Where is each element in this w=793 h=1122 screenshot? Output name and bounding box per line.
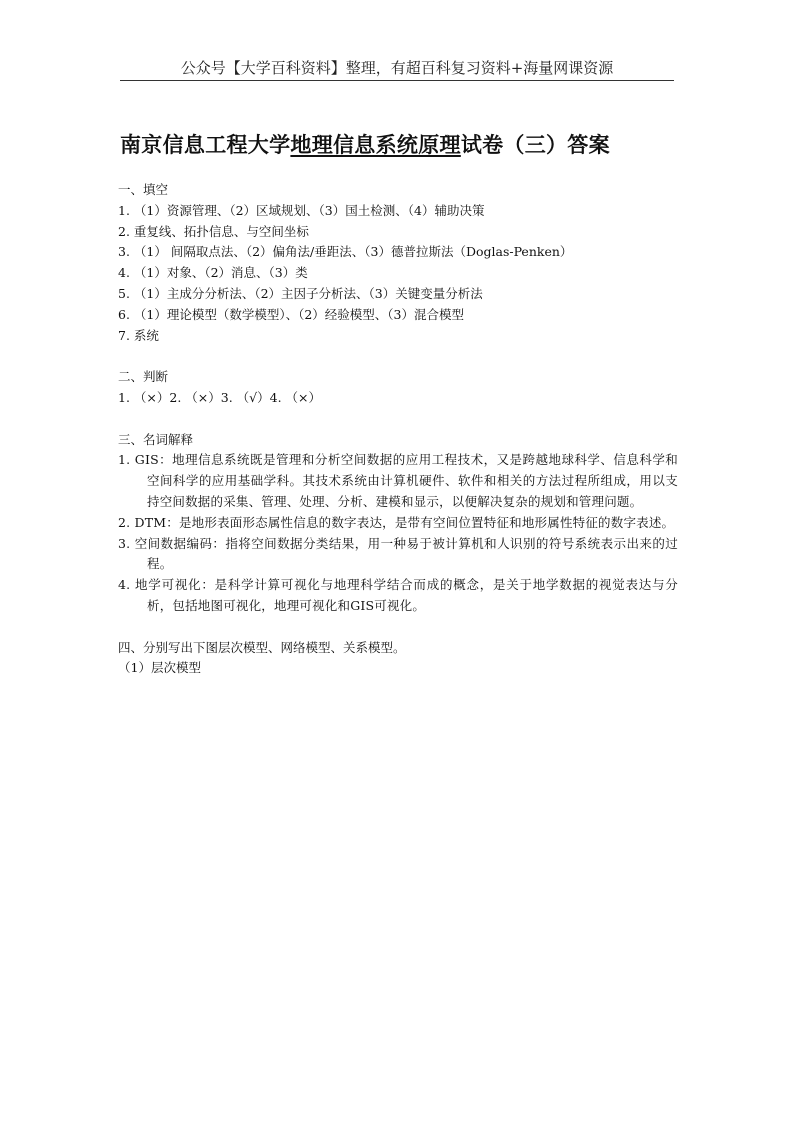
fill-in-answer-4: 4. （1）对象、（2）消息、（3）类 [118, 265, 308, 281]
term-definition-gis: 1. GIS：地理信息系统既是管理和分析空间数据的应用工程技术，又是跨越地球科学、信息科学和空间科学的应用基础学科。其技术系统由计算机硬件、软件和相关的方法过程所组成，用以支持空间数据的采集、管理、处理、分析、建模和显示，以便解决复杂的规划和管理问题。 [118, 452, 678, 509]
spacer [118, 409, 678, 430]
answer-content [118, 180, 678, 679]
section-4-heading: 四、分别写出下图层次模型、网络模型、关系模型。 [118, 639, 406, 655]
term-definition-dtm: 2. DTM：是地形表面形态属性信息的数字表达，是带有空间位置特征和地形属性特征的数字表述。 [118, 514, 675, 530]
term-definition-spatial-data-coding: 3. 空间数据编码：指将空间数据分类结果，用一种易于被计算机和人识别的符号系统表示出来的过程。 [118, 535, 678, 572]
section-2-heading: 二、判断 [118, 369, 169, 385]
fill-in-answer-3: 3. （1） 间隔取点法、（2）偏角法/垂距法、（3）德普拉斯法（Doglas-Penken） [118, 244, 573, 260]
hierarchical-model-label: （1）层次模型 [118, 660, 201, 676]
fill-in-answer-2: 2. 重复线、拓扑信息、与空间坐标 [118, 223, 309, 239]
title-part-3: 试卷（三）答案 [460, 132, 610, 157]
page-header: 公众号【大学百科资料】整理，有超百科复习资料+海量网课资源 [120, 56, 674, 81]
spacer [118, 617, 678, 638]
section-1-heading: 一、填空 [118, 182, 169, 197]
title-part-1: 南京信息工程大学 [120, 132, 291, 157]
term-definition-geo-visualization: 4. 地学可视化：是科学计算可视化与地理科学结合而成的概念，是关于地学数据的视觉表达与分析，包括地图可视化，地理可视化和GIS可视化。 [118, 577, 678, 613]
fill-in-answer-1: 1. （1）资源管理、（2）区域规划、（3）国土检测、（4）辅助决策 [118, 202, 485, 218]
title-part-2-underlined: 地理信息系统原理 [290, 132, 461, 157]
judgment-answers: 1. （×）2. （×）3. （√）4. （×） [118, 389, 321, 405]
spacer [118, 346, 678, 367]
section-3-heading: 三、名词解释 [118, 431, 194, 447]
fill-in-answer-7: 7. 系统 [118, 327, 159, 343]
fill-in-answer-5: 5. （1）主成分分析法、（2）主因子分析法、（3）关键变量分析法 [118, 285, 483, 301]
document-title [120, 130, 680, 160]
fill-in-answer-6: 6. （1）理论模型（数学模型）、（2）经验模型、（3）混合模型 [118, 306, 465, 322]
